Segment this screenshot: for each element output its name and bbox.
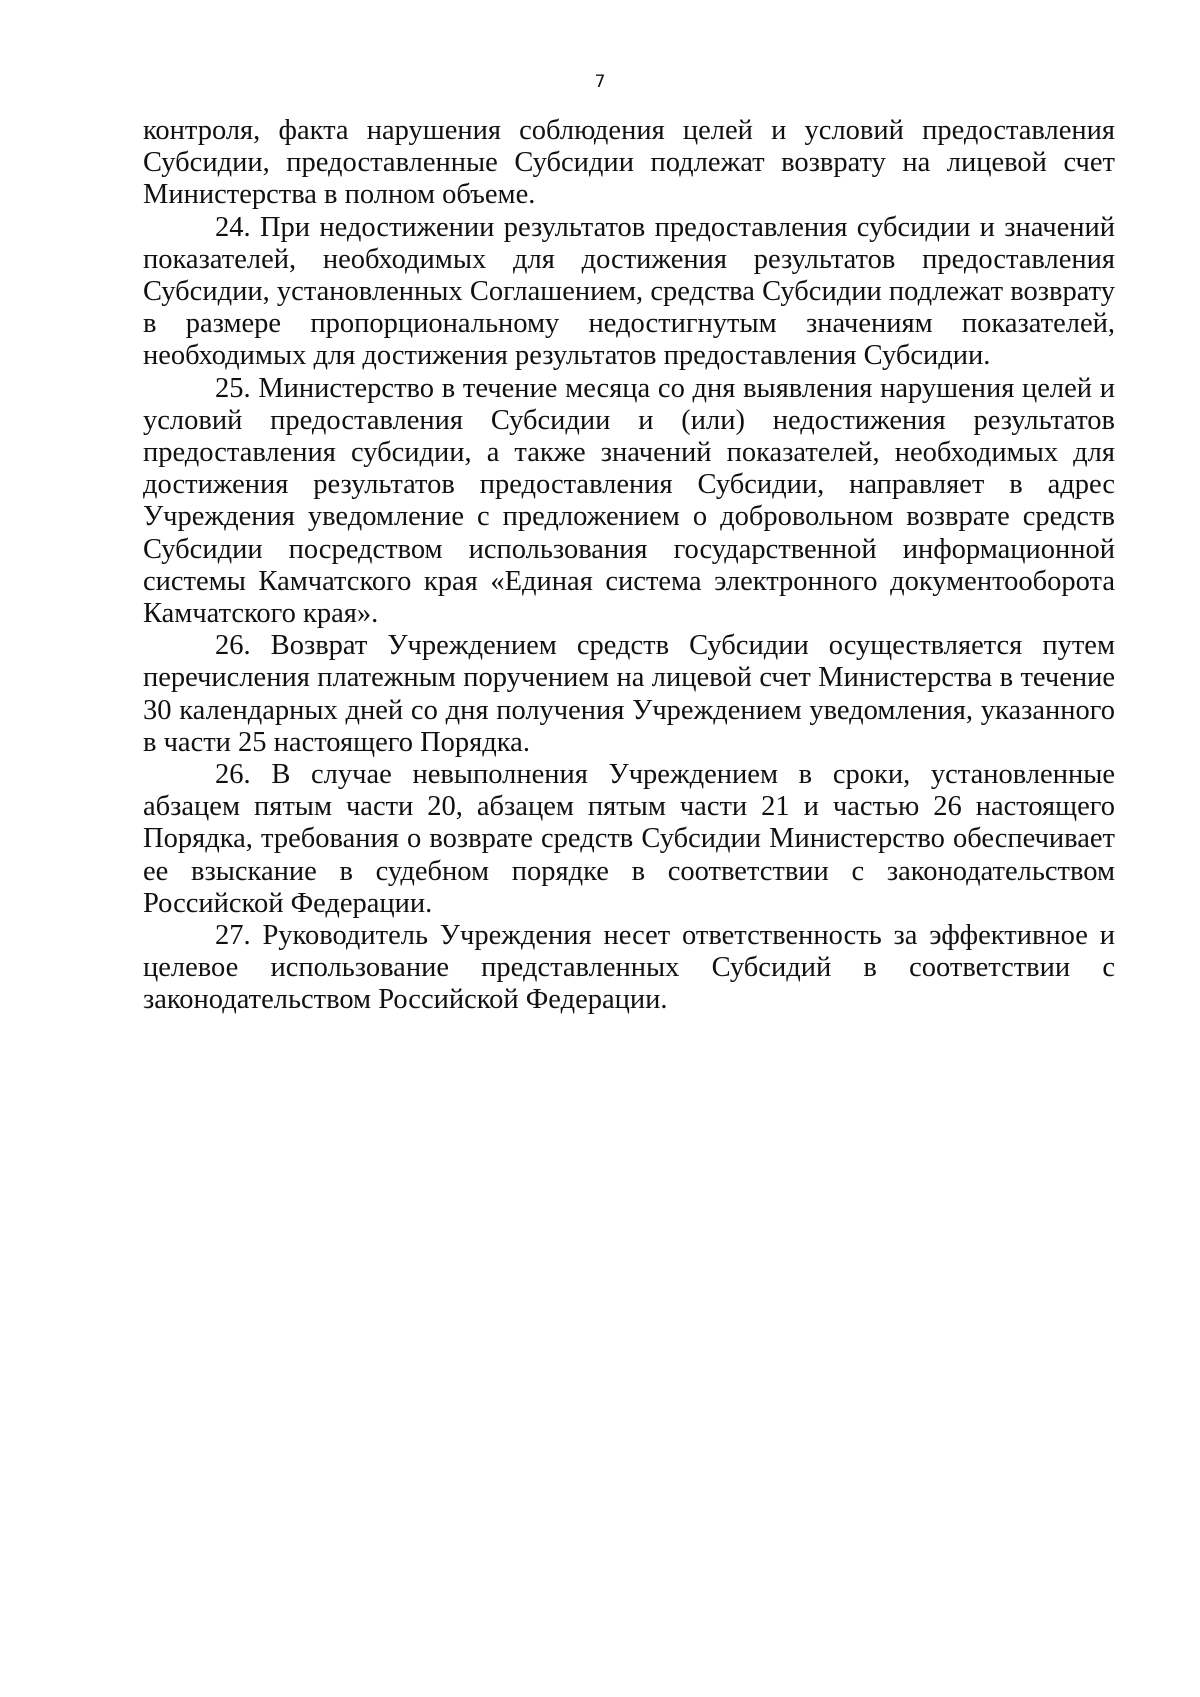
paragraph-24: 24. При недостижении результатов предоставления субсидии и значений показателей, необходимых для достижения результатов предоставления Субсидии, установленных Соглашением, средства Субсидии подлежат возврату в размере пропорциональному недостигнутым значениям показателей, необходимых для достижения результатов предоставления Субсидии.: [143, 211, 1115, 372]
document-body: [143, 115, 1115, 1017]
paragraph-25: 25. Министерство в течение месяца со дня выявления нарушения целей и условий предоставления Субсидии и (или) недостижения результатов предоставления субсидии, а также значений показателей, необходимых для достижения результатов предоставления Субсидии, направляет в адрес Учреждения уведомление с предложением о добровольном возврате средств Субсидии посредством использования государственной информационной системы Камчатского края «Единая система электронного документооборота Камчатского края».: [143, 372, 1115, 630]
page-number: 7: [594, 72, 606, 92]
paragraph-continuation: контроля, факта нарушения соблюдения целей и условий предоставления Субсидии, предоставленные Субсидии подлежат возврату на лицевой счет Министерства в полном объеме.: [143, 115, 1115, 211]
paragraph-27: 27. Руководитель Учреждения несет ответственность за эффективное и целевое использование представленных Субсидий в соответствии с законодательством Российской Федерации.: [143, 920, 1115, 1016]
paragraph-26-enforcement: 26. В случае невыполнения Учреждением в сроки, установленные абзацем пятым части 20, абзацем пятым части 21 и частью 26 настоящего Порядка, требования о возврате средств Субсидии Министерство обеспечивает ее взыскание в судебном порядке в соответствии с законодательством Российской Федерации.: [143, 759, 1115, 919]
paragraph-26-return: 26. Возврат Учреждением средств Субсидии осуществляется путем перечисления платежным поручением на лицевой счет Министерства в течение 30 календарных дней со дня получения Учреждением уведомления, указанного в части 25 настоящего Порядка.: [143, 630, 1115, 758]
